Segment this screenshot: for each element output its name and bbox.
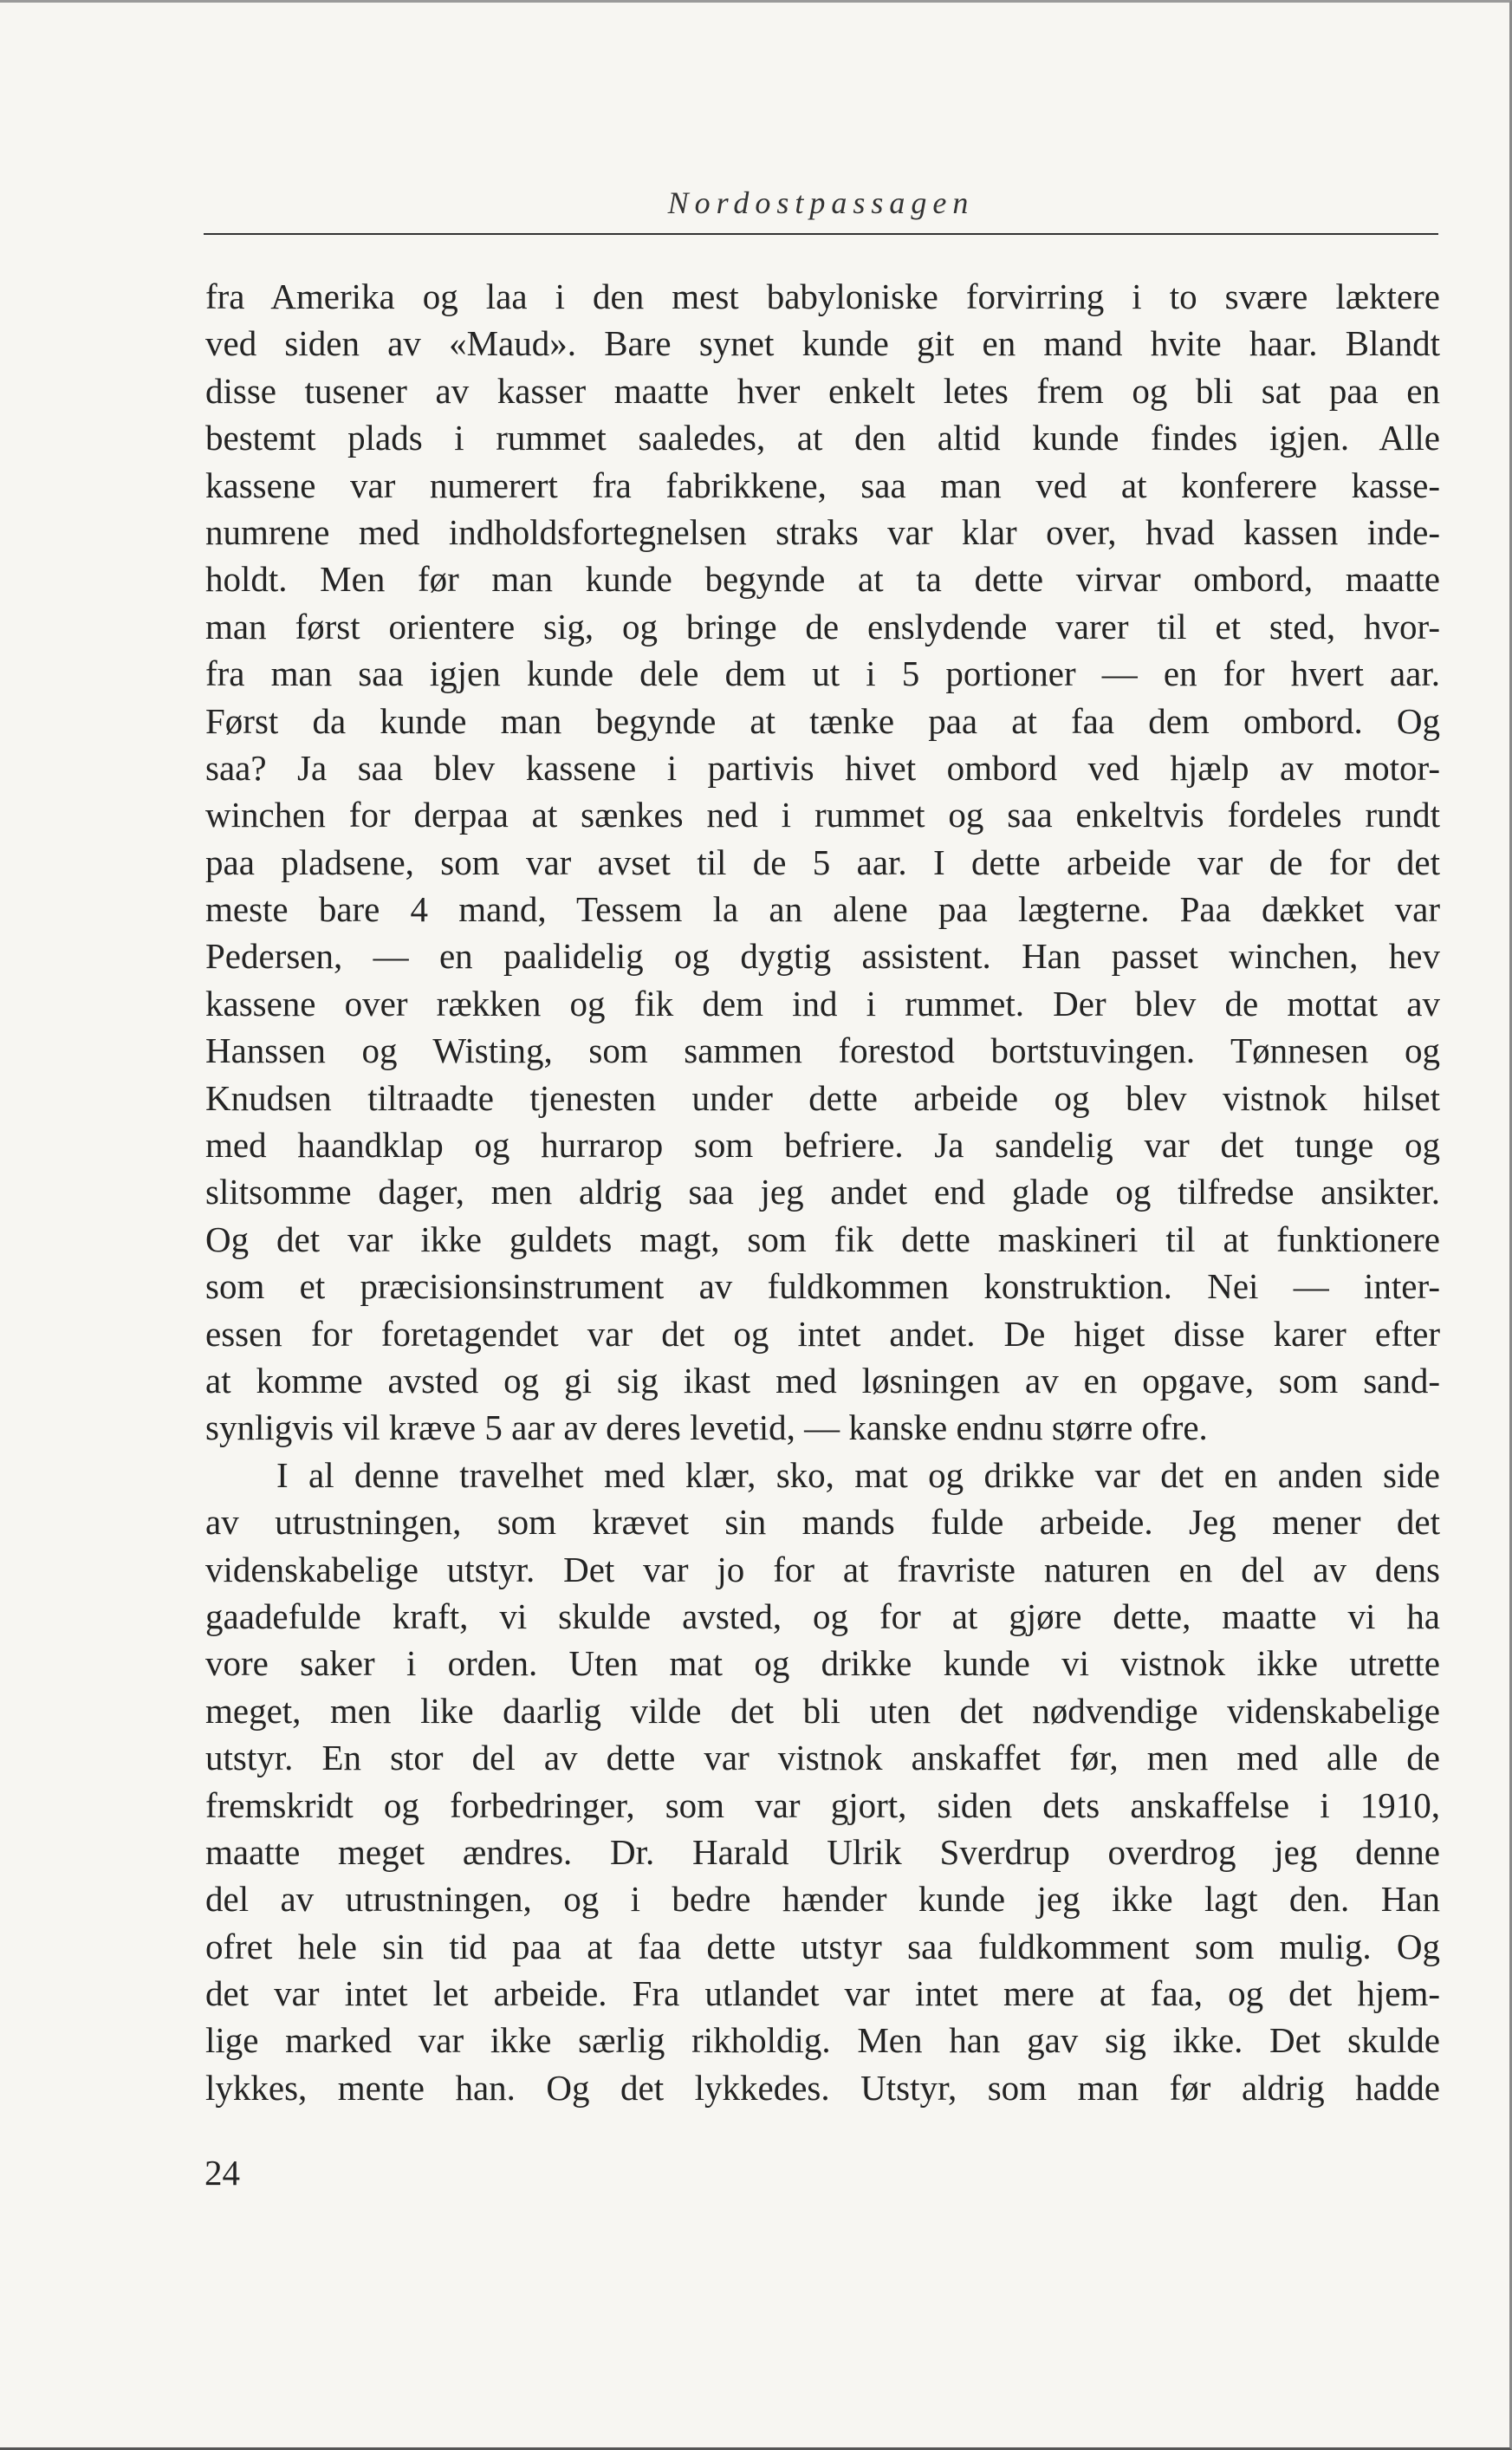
- text-line: fremskridt og forbedringer, som var gjort, siden dets anskaffelse i 1910,: [205, 1784, 1440, 1825]
- text-line: saa? Ja saa blev kassene i partivis hivet ombord ved hjælp av motor-: [205, 747, 1440, 788]
- text-line: av utrustningen, som krævet sin mands fulde arbeide. Jeg mener det: [205, 1502, 1440, 1543]
- text-line: gaadefulde kraft, vi skulde avsted, og for at gjøre dette, maatte vi ha: [205, 1595, 1440, 1636]
- text-line: lykkes, mente han. Og det lykkedes. Utstyr, som man før aldrig hadde: [205, 2067, 1440, 2108]
- text-line: meste bare 4 mand, Tessem la an alene paa lægterne. Paa dækket var: [205, 889, 1440, 930]
- text-line: Og det var ikke guldets magt, som fik dette maskineri til at funktionere: [205, 1219, 1440, 1259]
- text-line: bestemt plads i rummet saaledes, at den altid kunde findes igjen. Alle: [205, 418, 1440, 458]
- text-line: utstyr. En stor del av dette var vistnok anskaffet før, men med alle de: [205, 1738, 1440, 1778]
- text-line: synligvis vil kræve 5 aar av deres levetid, — kanske endnu større ofre.: [205, 1407, 1208, 1448]
- text-line: Knudsen tiltraadte tjenesten under dette arbeide og blev vistnok hilset: [205, 1077, 1440, 1118]
- text-line: maatte meget ændres. Dr. Harald Ulrik Sverdrup overdrog jeg denne: [205, 1831, 1440, 1872]
- text-line: som et præcisionsinstrument av fuldkommen konstruktion. Nei — inter-: [205, 1266, 1440, 1307]
- paragraph: [205, 273, 1440, 1452]
- body-text: [205, 273, 1440, 2111]
- text-line: ved siden av «Maud». Bare synet kunde git en mand hvite haar. Blandt: [205, 323, 1440, 364]
- text-line: essen for foretagendet var det og intet andet. De higet disse karer efter: [205, 1313, 1440, 1354]
- text-line: vore saker i orden. Uten mat og drikke kunde vi vistnok ikke utrette: [205, 1643, 1440, 1684]
- text-line: slitsomme dager, men aldrig saa jeg andet end glade og tilfredse ansikter.: [205, 1172, 1440, 1212]
- text-line: numrene med indholdsfortegnelsen straks var klar over, hvad kassen inde-: [205, 511, 1440, 552]
- text-line: med haandklap og hurrarop som befriere. Ja sandelig var det tunge og: [205, 1125, 1440, 1166]
- text-line: kassene over rækken og fik dem ind i rummet. Der blev de mottat av: [205, 983, 1440, 1024]
- text-line: man først orientere sig, og bringe de enslydende varer til et sted, hvor-: [205, 606, 1440, 647]
- text-line: det var intet let arbeide. Fra utlandet var intet mere at faa, og det hjem-: [205, 1973, 1440, 2014]
- running-title: Nordostpassagen: [667, 185, 975, 220]
- text-line: holdt. Men før man kunde begynde at ta dette virvar ombord, maatte: [205, 559, 1440, 600]
- text-line: ofret hele sin tid paa at faa dette utstyr saa fuldkomment som mulig. Og: [205, 1926, 1440, 1966]
- text-line: I al denne travelhet med klær, sko, mat og drikke var det en anden side: [276, 1454, 1440, 1495]
- text-line: winchen for derpaa at sænkes ned i rummet og saa enkeltvis fordeles rundt: [205, 795, 1440, 835]
- text-line: meget, men like daarlig vilde det bli uten det nødvendige videnskabelige: [205, 1690, 1440, 1731]
- paragraph: [205, 1452, 1440, 2111]
- text-line: del av utrustningen, og i bedre hænder kunde jeg ikke lagt den. Han: [205, 1879, 1440, 1920]
- text-line: Først da kunde man begynde at tænke paa at faa dem ombord. Og: [205, 700, 1440, 741]
- text-line: videnskabelige utstyr. Det var jo for at fravriste naturen en del av dens: [205, 1549, 1440, 1589]
- page-number: 24: [204, 2153, 240, 2193]
- text-line: Pedersen, — en paalidelig og dygtig assistent. Han passet winchen, hev: [205, 936, 1440, 977]
- text-line: disse tusener av kasser maatte hver enkelt letes frem og bli sat paa en: [205, 370, 1440, 411]
- text-line: lige marked var ikke særlig rikholdig. Men han gav sig ikke. Det skulde: [205, 2020, 1440, 2061]
- text-line: at komme avsted og gi sig ikast med løsningen av en opgave, som sand-: [205, 1360, 1440, 1400]
- text-line: Hanssen og Wisting, som sammen forestod bortstuvingen. Tønnesen og: [205, 1030, 1440, 1071]
- text-line: paa pladsene, som var avset til de 5 aar. I dette arbeide var de for det: [205, 842, 1440, 882]
- text-line: fra Amerika og laa i den mest babyloniske forvirring i to svære læktere: [205, 276, 1440, 316]
- text-line: kassene var numerert fra fabrikkene, saa man ved at konferere kasse-: [205, 465, 1440, 505]
- text-line: fra man saa igjen kunde dele dem ut i 5 portioner — en for hvert aar.: [205, 653, 1440, 694]
- header-rule: [204, 233, 1438, 235]
